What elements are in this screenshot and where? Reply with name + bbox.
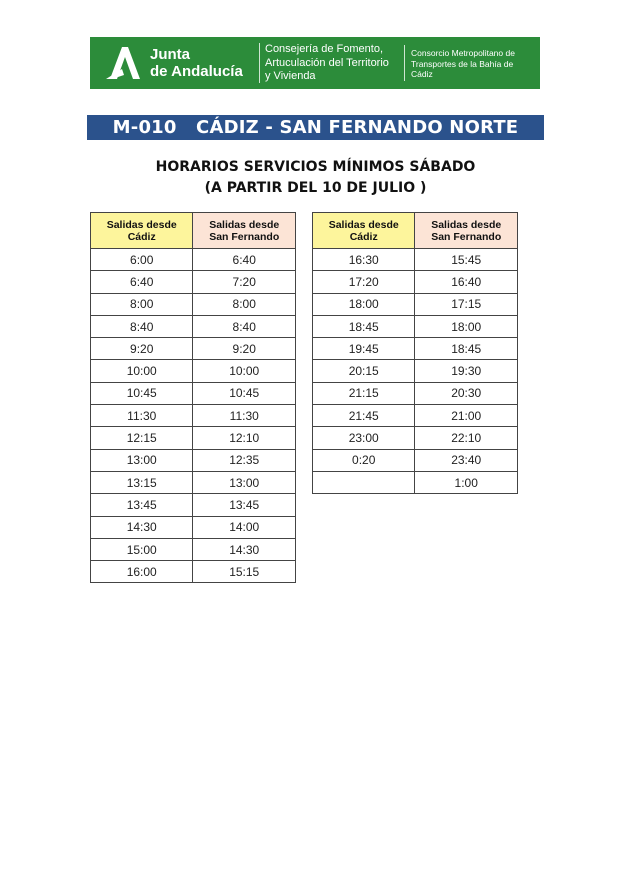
table-row [313,271,518,293]
table-row [313,449,518,471]
table-row [313,338,518,360]
schedule-title-line-2: (A PARTIR DEL 10 DE JULIO ) [204,180,427,196]
departure-cadiz-cell: 6:40 [91,271,193,293]
departure-cadiz-cell: 6:00 [91,249,193,271]
departure-cadiz-cell: 14:30 [91,516,193,538]
departure-san-fernando-cell: 13:45 [193,494,296,516]
header-line: Salidas desde [328,218,399,231]
departure-cadiz-cell: 18:45 [313,315,415,337]
header-line: Salidas desde [106,218,177,231]
header-line: Salidas desde [209,218,280,231]
departure-san-fernando-cell: 12:10 [193,427,296,449]
departure-cadiz-cell: 19:45 [313,338,415,360]
table-row [91,271,296,293]
departure-cadiz-cell: 13:15 [91,471,193,493]
departure-san-fernando-cell: 8:40 [193,315,296,337]
table-row [313,360,518,382]
table-row [313,382,518,404]
departure-san-fernando-cell: 17:15 [415,293,518,315]
schedule-title-line-1: HORARIOS SERVICIOS MÍNIMOS SÁBADO [155,159,476,175]
divider [259,43,260,83]
departure-san-fernando-cell: 19:30 [415,360,518,382]
table-row [91,382,296,404]
departure-cadiz-cell: 21:15 [313,382,415,404]
department-name [265,43,389,84]
table-row [91,538,296,560]
junta-andalucia-logo-icon [102,45,142,81]
departure-cadiz-cell: 10:00 [91,360,193,382]
departure-cadiz-cell: 13:45 [91,494,193,516]
header-line: Cádiz [349,230,378,243]
departure-cadiz-cell: 8:40 [91,315,193,337]
table-row [91,405,296,427]
departure-cadiz-cell: 11:30 [91,405,193,427]
table-row [313,405,518,427]
departure-cadiz-cell: 17:20 [313,271,415,293]
route-title: M-010 CÁDIZ - SAN FERNANDO NORTE [87,115,544,140]
divider [404,45,405,81]
header-line: San Fernando [431,230,502,243]
departure-san-fernando-cell: 16:40 [415,271,518,293]
departure-san-fernando-cell: 13:00 [193,471,296,493]
table-row [91,338,296,360]
column-header-cadiz [313,213,415,249]
departure-san-fernando-cell: 22:10 [415,427,518,449]
departure-san-fernando-cell: 14:00 [193,516,296,538]
departure-cadiz-cell: 9:20 [91,338,193,360]
consorcio-line: Consorcio Metropolitano de [411,48,515,58]
departure-san-fernando-cell: 6:40 [193,249,296,271]
department-line: y Vivienda [265,70,316,82]
table-row [91,293,296,315]
departure-san-fernando-cell: 1:00 [415,471,518,493]
department-line: Consejería de Fomento, [265,43,384,55]
schedule-title [87,157,544,199]
departure-san-fernando-cell: 23:40 [415,449,518,471]
departure-cadiz-cell: 8:00 [91,293,193,315]
table-row [91,427,296,449]
table-row [91,471,296,493]
table-row [313,249,518,271]
departure-cadiz-cell: 23:00 [313,427,415,449]
consorcio-line: Cádiz [411,69,433,79]
departure-cadiz-cell: 13:00 [91,449,193,471]
departure-san-fernando-cell: 10:00 [193,360,296,382]
schedule-table-left [90,212,296,583]
column-header-cadiz [91,213,193,249]
table-row [91,315,296,337]
departure-cadiz-cell: 20:15 [313,360,415,382]
departure-san-fernando-cell: 18:45 [415,338,518,360]
consorcio-name [411,48,515,80]
departure-san-fernando-cell: 15:45 [415,249,518,271]
table-row [313,427,518,449]
table-row [91,561,296,583]
departure-san-fernando-cell: 10:45 [193,382,296,404]
departure-san-fernando-cell: 8:00 [193,293,296,315]
departure-cadiz-cell [313,471,415,493]
departure-san-fernando-cell: 14:30 [193,538,296,560]
departure-cadiz-cell: 0:20 [313,449,415,471]
departure-cadiz-cell: 18:00 [313,293,415,315]
header-line: Cádiz [127,230,156,243]
schedule-rows [91,249,296,583]
departure-cadiz-cell: 16:30 [313,249,415,271]
departure-san-fernando-cell: 12:35 [193,449,296,471]
table-row [91,494,296,516]
departure-cadiz-cell: 21:45 [313,405,415,427]
departure-cadiz-cell: 10:45 [91,382,193,404]
departure-san-fernando-cell: 7:20 [193,271,296,293]
table-row [91,249,296,271]
logo-line-2: de Andalucía [150,63,243,80]
header-banner [90,37,540,89]
departure-san-fernando-cell: 21:00 [415,405,518,427]
departure-san-fernando-cell: 9:20 [193,338,296,360]
departure-cadiz-cell: 15:00 [91,538,193,560]
departure-cadiz-cell: 12:15 [91,427,193,449]
table-row [313,471,518,493]
schedule-rows [313,249,518,494]
departure-san-fernando-cell: 18:00 [415,315,518,337]
logo-text [150,46,243,80]
departure-san-fernando-cell: 15:15 [193,561,296,583]
table-row [91,516,296,538]
departure-san-fernando-cell: 11:30 [193,405,296,427]
column-header-san-fernando [415,213,518,249]
departure-cadiz-cell: 16:00 [91,561,193,583]
header-line: San Fernando [209,230,280,243]
column-header-san-fernando [193,213,296,249]
consorcio-line: Transportes de la Bahía de [411,58,514,69]
table-row [91,449,296,471]
departure-san-fernando-cell: 20:30 [415,382,518,404]
logo-line-1: Junta [150,46,191,63]
table-row [313,293,518,315]
table-row [91,360,296,382]
header-line: Salidas desde [431,218,502,231]
department-line: Artuculación del Territorio [265,56,389,69]
table-row [313,315,518,337]
schedule-table-right [312,212,518,494]
